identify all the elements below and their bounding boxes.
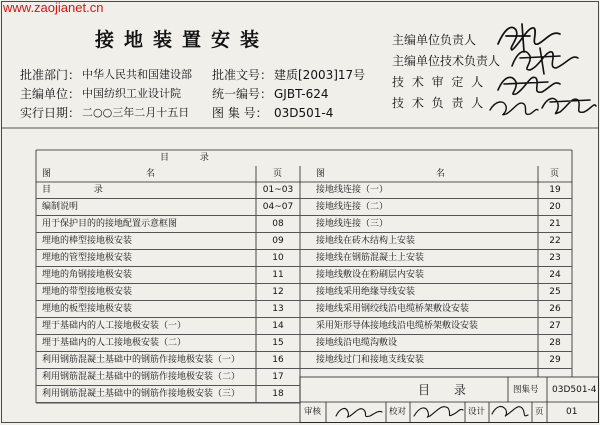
table-row bbox=[300, 284, 572, 301]
toc-left-column bbox=[36, 182, 300, 403]
chief-technical-label: 主编单位技术负责人 bbox=[392, 54, 501, 68]
toc-item-page: 27 bbox=[549, 321, 561, 331]
table-row bbox=[36, 318, 300, 335]
toc-item-title: 编制说明 bbox=[42, 202, 79, 212]
toc-header-title-right-2: 名 bbox=[436, 169, 446, 179]
atlas-no-value: 03D501-4 bbox=[274, 106, 334, 120]
table-row bbox=[36, 386, 300, 403]
toc-item-page: 23 bbox=[549, 253, 561, 263]
title-block-review-label: 审核 bbox=[304, 407, 322, 417]
toc-heading: 目 录 bbox=[160, 153, 223, 163]
toc-item-title: 埋地的角钢接地极安装 bbox=[42, 270, 133, 280]
toc-item-page: 15 bbox=[272, 338, 284, 348]
toc-right-column bbox=[300, 182, 572, 369]
toc-item-page: 01~03 bbox=[262, 185, 294, 195]
title-block-page-label: 页 bbox=[535, 407, 544, 417]
toc-item-title: 埋地的板型接地极安装 bbox=[42, 304, 133, 314]
date-value: 二○○三年二月十五日 bbox=[82, 106, 190, 119]
toc-item-title: 利用钢筋混凝土基础中的钢筋作接地极安装（三） bbox=[42, 389, 241, 399]
technical-lead-label: 技 术 负 责 人 bbox=[392, 96, 486, 110]
table-row bbox=[36, 301, 300, 318]
toc-item-title: 接地线敷设在粉刷层内安装 bbox=[316, 270, 425, 280]
table-row bbox=[300, 233, 572, 250]
table-row bbox=[36, 216, 300, 233]
table-row bbox=[300, 352, 572, 369]
toc-item-page: 13 bbox=[272, 304, 284, 314]
toc-header-title-left-2: 名 bbox=[146, 169, 156, 179]
title-block-proof-label: 校对 bbox=[389, 407, 407, 417]
toc-item-page: 24 bbox=[549, 270, 561, 280]
technical-reviewer-label: 技 术 审 定 人 bbox=[392, 75, 486, 89]
toc-item-title: 接地线过门和接地支线安装 bbox=[316, 355, 425, 365]
chief-editor-label: 主编单位负责人 bbox=[392, 33, 477, 47]
approval-doc-no-label: 批准文号： bbox=[212, 68, 273, 82]
toc-item-page: 22 bbox=[549, 236, 561, 246]
toc-item-page: 14 bbox=[272, 321, 284, 331]
toc-item-page: 16 bbox=[272, 355, 284, 365]
toc-item-page: 17 bbox=[272, 372, 284, 382]
toc-item-title: 接地线在砖木结构上安装 bbox=[316, 236, 416, 246]
watermark-text: www.zaojianet.cn bbox=[3, 0, 104, 15]
toc-item-page: 08 bbox=[272, 219, 284, 229]
toc-item-title: 接地线连接（一） bbox=[316, 185, 389, 195]
table-row bbox=[36, 199, 300, 216]
toc-item-page: 18 bbox=[272, 389, 284, 399]
date-label: 实行日期： bbox=[20, 106, 81, 120]
toc-item-title: 埋于基础内的人工接地极安装（二） bbox=[42, 338, 187, 348]
table-row bbox=[300, 182, 572, 199]
toc-item-page: 25 bbox=[549, 287, 561, 297]
toc-item-page: 19 bbox=[549, 185, 561, 195]
document-title: 接地装置安装 bbox=[95, 29, 270, 51]
toc-item-title: 接地线采用钢绞线沿电缆桥架敷设安装 bbox=[316, 304, 470, 314]
toc-item-title: 接地线沿电缆沟敷设 bbox=[316, 338, 398, 348]
table-row bbox=[36, 335, 300, 352]
table-row bbox=[300, 318, 572, 335]
table-row bbox=[300, 267, 572, 284]
signature-design bbox=[492, 407, 528, 417]
approval-dept-label: 批准部门： bbox=[20, 68, 81, 82]
approval-dept-value: 中华人民共和国建设部 bbox=[82, 68, 192, 81]
toc-item-page: 12 bbox=[272, 287, 284, 297]
toc-item-title: 接地线连接（三） bbox=[316, 219, 389, 229]
toc-item-page: 20 bbox=[549, 202, 561, 212]
title-block-atlas-label: 图集号 bbox=[513, 385, 539, 395]
signature-proof bbox=[414, 407, 463, 417]
table-row bbox=[36, 369, 300, 386]
title-block-name: 目 录 bbox=[418, 383, 476, 397]
unified-no-value: GJBT-624 bbox=[274, 87, 329, 101]
toc-item-title: 利用钢筋混凝土基础中的钢筋作接地极安装（一） bbox=[42, 355, 241, 365]
atlas-no-label: 图 集 号： bbox=[212, 106, 268, 120]
toc-item-title: 接地线采用绝缘导线安装 bbox=[316, 287, 416, 297]
toc-item-title: 接地线在钢筋混凝土上安装 bbox=[316, 253, 425, 263]
toc-item-page: 26 bbox=[549, 304, 561, 314]
signature-technical-reviewer bbox=[498, 77, 560, 94]
table-row bbox=[300, 250, 572, 267]
signature-chief-editor bbox=[498, 24, 560, 52]
table-row bbox=[36, 267, 300, 284]
toc-header-page-left: 页 bbox=[273, 169, 283, 179]
editor-value: 中国纺织工业设计院 bbox=[82, 87, 181, 100]
toc-item-title: 埋地的管型接地极安装 bbox=[42, 253, 133, 263]
toc-header-title-right-1: 图 bbox=[316, 169, 326, 179]
table-row bbox=[300, 199, 572, 216]
table-row bbox=[36, 352, 300, 369]
signature-technical-lead-1 bbox=[490, 102, 538, 115]
table-row bbox=[300, 216, 572, 233]
table-row bbox=[300, 301, 572, 318]
toc-item-page: 09 bbox=[272, 236, 284, 246]
unified-no-label: 统一编号： bbox=[212, 87, 273, 101]
approval-doc-no-value: 建质[2003]17号 bbox=[274, 68, 366, 82]
signature-chief-technical bbox=[512, 48, 578, 74]
toc-item-page: 29 bbox=[549, 355, 561, 365]
title-block-page: 01 bbox=[566, 407, 578, 417]
toc-item-page: 04~07 bbox=[262, 202, 294, 212]
toc-item-page: 10 bbox=[272, 253, 284, 263]
toc-item-title: 目 录 bbox=[42, 185, 123, 195]
table-row bbox=[300, 335, 572, 352]
toc-item-title: 接地线连接（二） bbox=[316, 202, 389, 212]
table-row bbox=[36, 250, 300, 267]
toc-header-page-right: 页 bbox=[550, 169, 560, 179]
toc-item-page: 11 bbox=[272, 270, 284, 280]
toc-header-title-left-1: 图 bbox=[42, 169, 52, 179]
toc-item-title: 采用矩形导体接地线沿电缆桥架敷设安装 bbox=[316, 321, 479, 331]
table-row bbox=[36, 182, 300, 199]
title-block-atlas-no: 03D501-4 bbox=[552, 385, 597, 395]
table-row bbox=[36, 284, 300, 301]
title-block-design-label: 设计 bbox=[468, 407, 486, 417]
signature-technical-lead-2 bbox=[542, 98, 596, 113]
toc-item-page: 28 bbox=[549, 338, 561, 348]
editor-label: 主编单位： bbox=[20, 87, 81, 101]
toc-item-title: 埋地的带型接地极安装 bbox=[42, 287, 133, 297]
signature-review bbox=[336, 409, 382, 418]
toc-item-title: 埋地的棒型接地极安装 bbox=[42, 236, 133, 246]
toc-item-title: 埋于基础内的人工接地极安装（一） bbox=[42, 321, 187, 331]
toc-item-page: 21 bbox=[549, 219, 561, 229]
table-row bbox=[36, 233, 300, 250]
toc-item-title: 用于保护目的的接地配置示意框图 bbox=[42, 219, 178, 229]
toc-item-title: 利用钢筋混凝土基础中的钢筋作接地极安装（二） bbox=[42, 372, 241, 382]
